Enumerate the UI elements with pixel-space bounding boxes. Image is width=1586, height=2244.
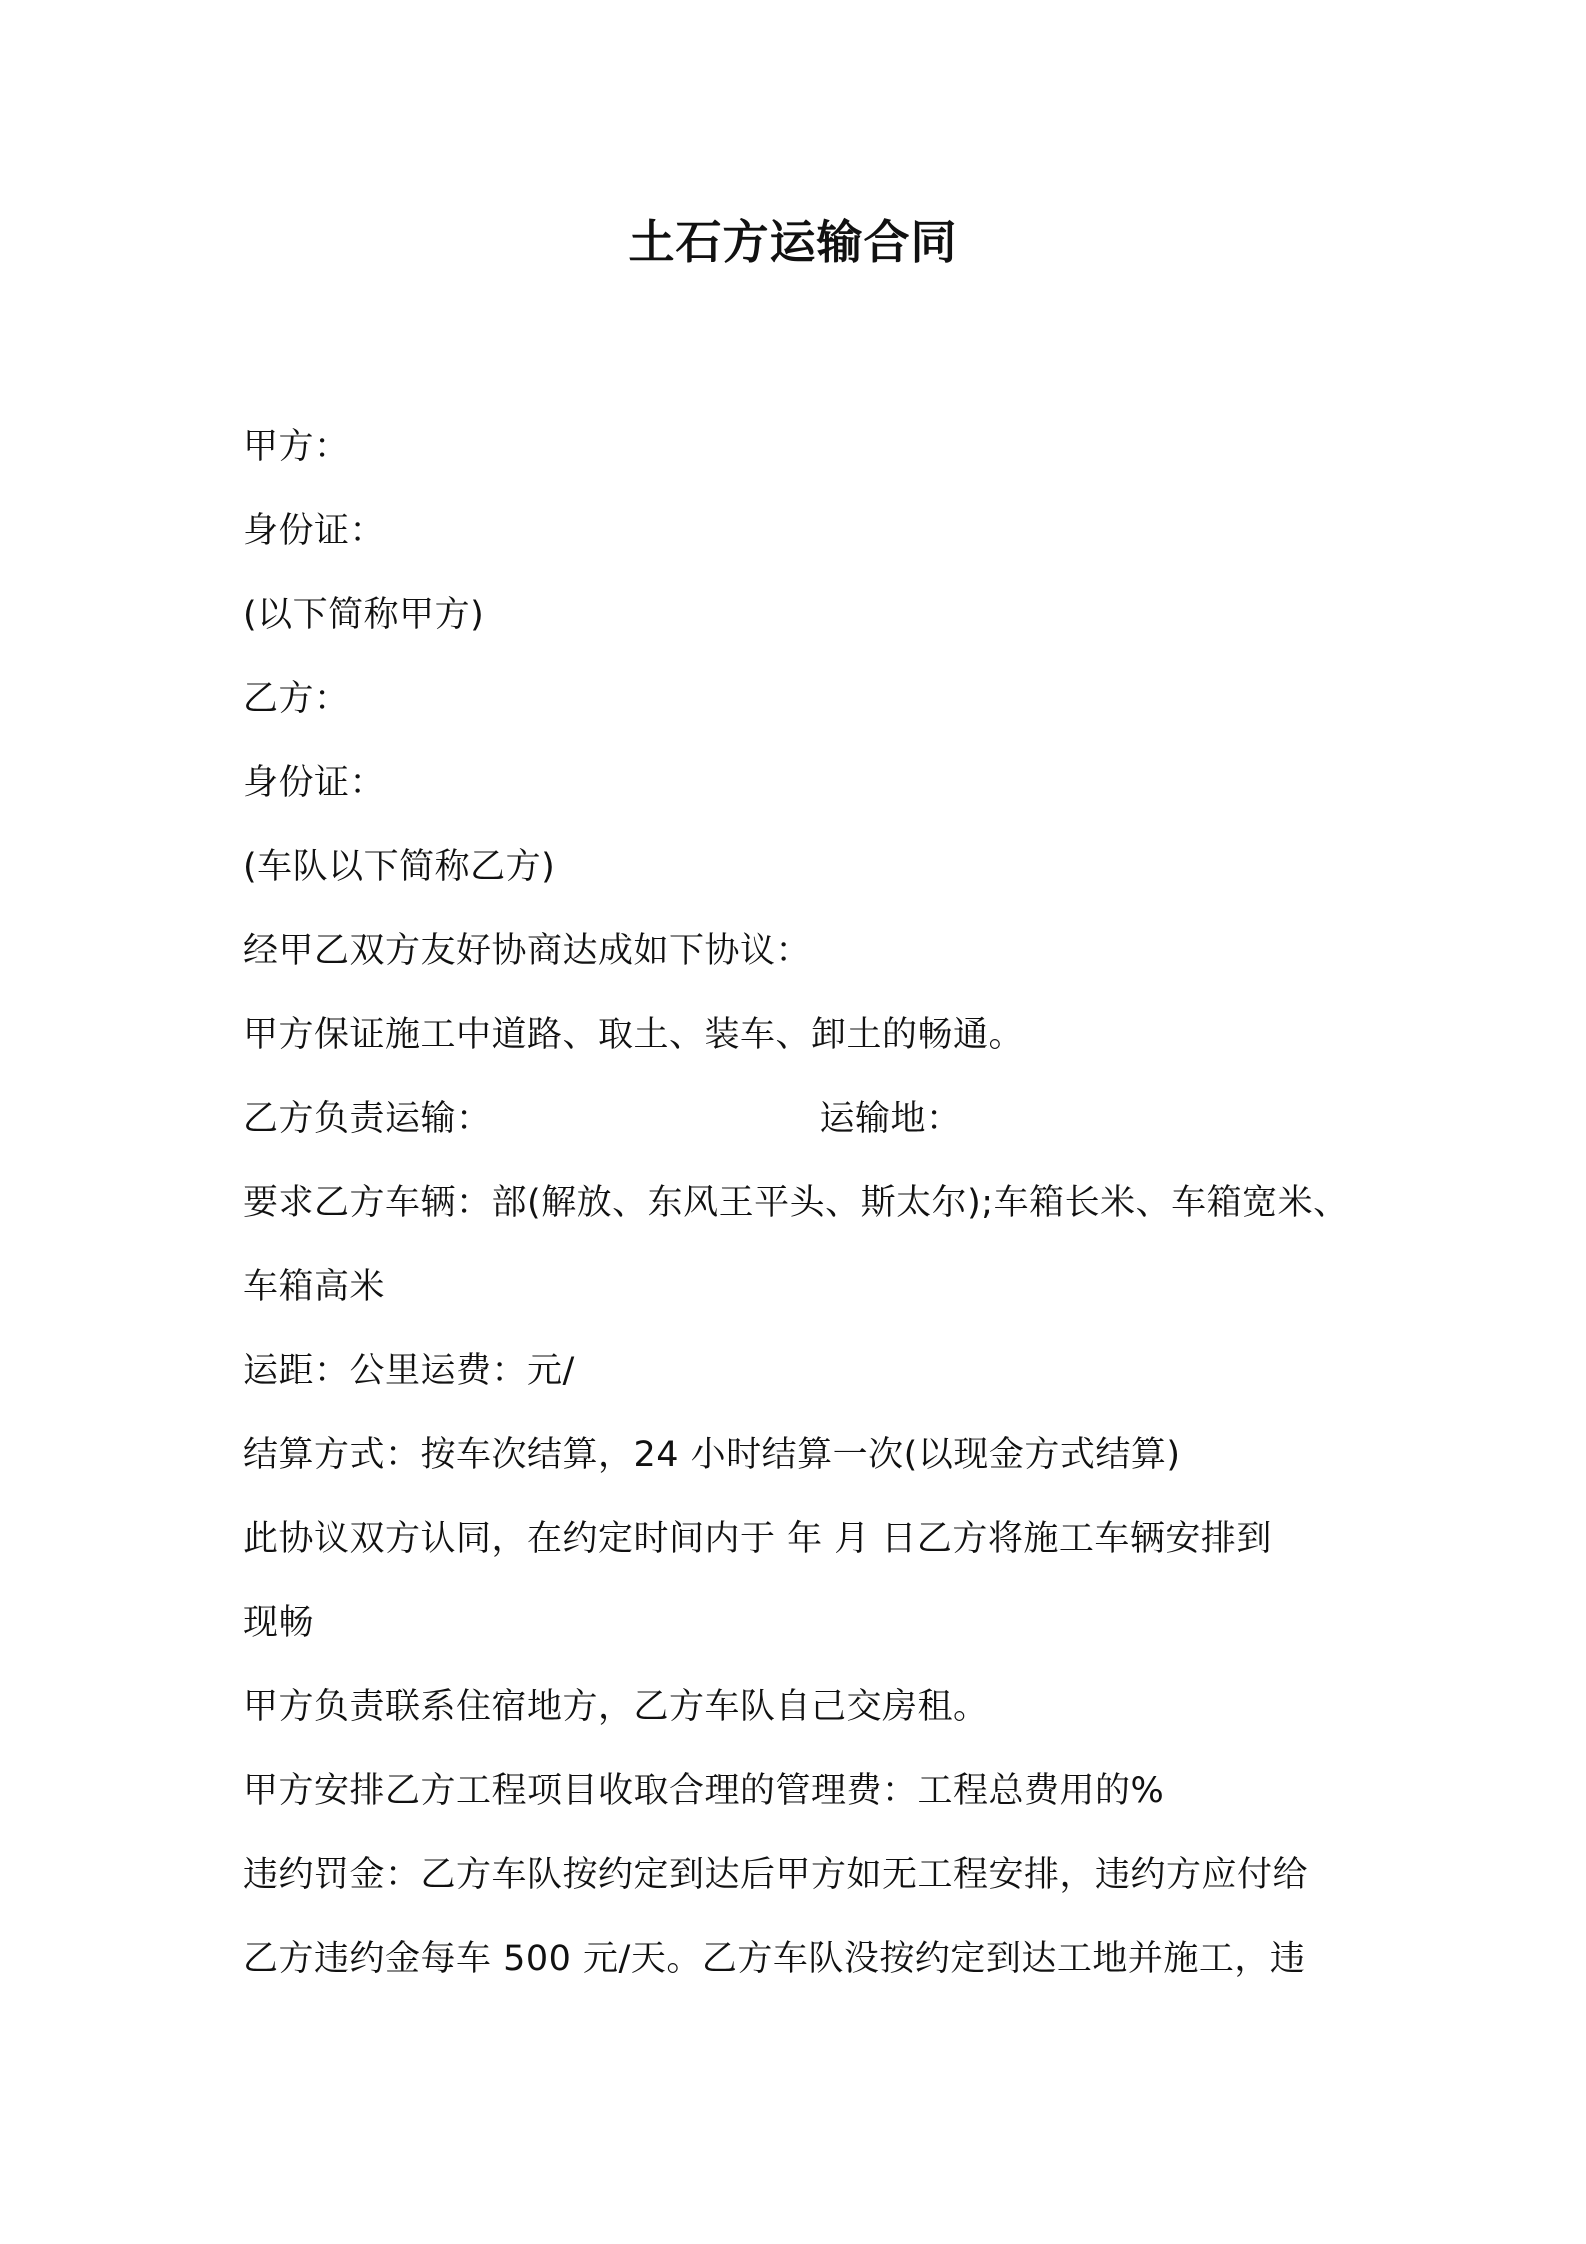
party-a-line: 甲方： xyxy=(243,427,350,467)
vehicle-requirement-line: 要求乙方车辆：部(解放、东风王平头、斯太尔);车箱长米、车箱宽米、 xyxy=(243,1183,1349,1223)
lodging-line: 甲方负责联系住宿地方，乙方车队自己交房租。 xyxy=(243,1687,989,1727)
transport-destination-label: 运输地： xyxy=(819,1099,962,1139)
contract-body xyxy=(243,405,1363,2001)
party-b-note-line: (车队以下简称乙方) xyxy=(243,847,556,887)
distance-fee-line: 运距：公里运费：元/ xyxy=(243,1351,575,1391)
road-guarantee-line: 甲方保证施工中道路、取土、装车、卸土的畅通。 xyxy=(243,1015,1025,1055)
party-a-note-line: (以下简称甲方) xyxy=(243,595,485,635)
document-title: 土石方运输合同 xyxy=(628,215,958,269)
party-b-line: 乙方： xyxy=(243,679,350,719)
agreement-intro-line: 经甲乙双方友好协商达成如下协议： xyxy=(243,931,812,971)
schedule-cont-line: 现畅 xyxy=(243,1603,315,1643)
vehicle-requirement-cont-line: 车箱高米 xyxy=(243,1267,386,1307)
party-a-id-line: 身份证： xyxy=(243,511,386,551)
management-fee-line: 甲方安排乙方工程项目收取合理的管理费：工程总费用的% xyxy=(243,1771,1165,1811)
party-b-id-line: 身份证： xyxy=(243,763,386,803)
penalty-line: 违约罚金：乙方车队按约定到达后甲方如无工程安排，违约方应付给 xyxy=(243,1855,1309,1895)
schedule-line: 此协议双方认同，在约定时间内于 年 月 日乙方将施工车辆安排到 xyxy=(243,1519,1272,1559)
penalty-cont-line: 乙方违约金每车 500 元/天。乙方车队没按约定到达工地并施工，违 xyxy=(243,1939,1306,1979)
transport-line xyxy=(243,1077,1363,1161)
settlement-line: 结算方式：按车次结算，24 小时结算一次(以现金方式结算) xyxy=(243,1435,1181,1475)
transport-responsibility-label: 乙方负责运输： xyxy=(243,1099,492,1139)
